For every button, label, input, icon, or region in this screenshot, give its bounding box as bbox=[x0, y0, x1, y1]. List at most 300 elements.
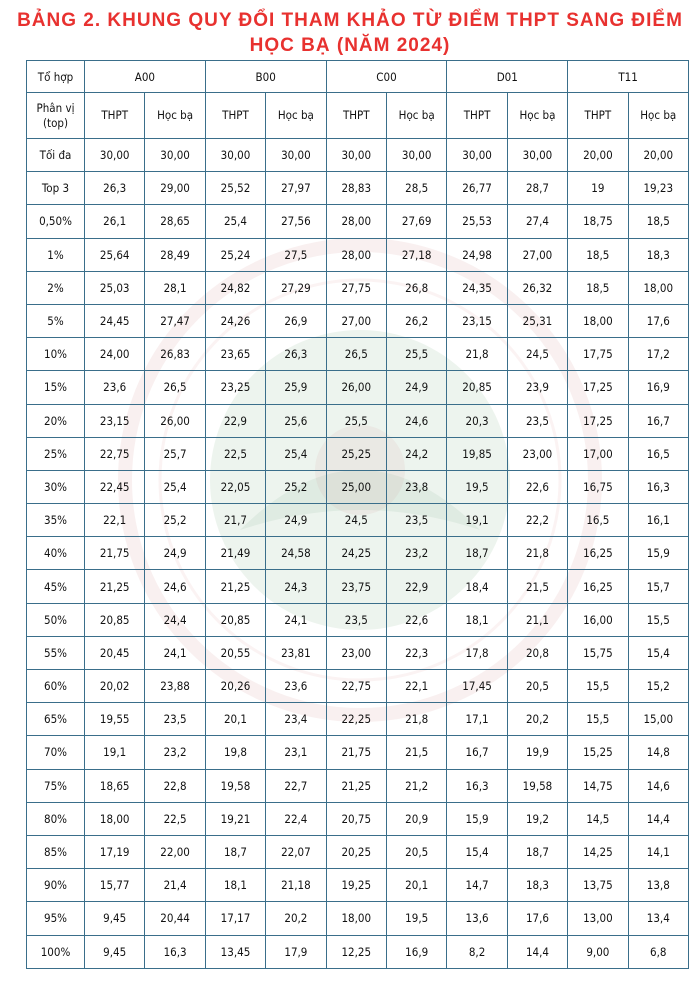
score-cell: 27,00 bbox=[326, 304, 386, 337]
percentile-label: 80% bbox=[27, 802, 85, 835]
score-cell: 20,8 bbox=[507, 636, 567, 669]
score-cell: 25,52 bbox=[205, 172, 265, 205]
score-cell: 16,3 bbox=[628, 470, 688, 503]
score-cell: 28,00 bbox=[326, 238, 386, 271]
score-cell: 20,85 bbox=[447, 371, 507, 404]
score-cell: 22,2 bbox=[507, 504, 567, 537]
score-cell: 21,8 bbox=[447, 338, 507, 371]
score-cell: 23,00 bbox=[326, 636, 386, 669]
score-cell: 25,4 bbox=[266, 437, 326, 470]
score-cell: 23,8 bbox=[386, 470, 446, 503]
score-cell: 25,4 bbox=[205, 205, 265, 238]
score-cell: 26,32 bbox=[507, 271, 567, 304]
score-cell: 18,4 bbox=[447, 570, 507, 603]
score-cell: 23,6 bbox=[266, 670, 326, 703]
score-cell: 30,00 bbox=[85, 139, 145, 172]
score-cell: 26,83 bbox=[145, 338, 205, 371]
score-cell: 20,75 bbox=[326, 802, 386, 835]
score-cell: 25,5 bbox=[326, 404, 386, 437]
page-title bbox=[0, 0, 700, 56]
group-header-c00: C00 bbox=[326, 61, 447, 93]
score-cell: 26,00 bbox=[326, 371, 386, 404]
score-cell: 23,2 bbox=[386, 537, 446, 570]
score-cell: 23,5 bbox=[326, 603, 386, 636]
percentile-label: 35% bbox=[27, 504, 85, 537]
score-cell: 9,45 bbox=[85, 935, 145, 968]
score-cell: 27,56 bbox=[266, 205, 326, 238]
score-cell: 26,77 bbox=[447, 172, 507, 205]
score-cell: 20,85 bbox=[85, 603, 145, 636]
score-cell: 24,6 bbox=[386, 404, 446, 437]
score-cell: 20,1 bbox=[386, 869, 446, 902]
score-cell: 21,18 bbox=[266, 869, 326, 902]
score-cell: 16,75 bbox=[568, 470, 628, 503]
score-cell: 16,9 bbox=[386, 935, 446, 968]
score-cell: 15,25 bbox=[568, 736, 628, 769]
score-cell: 26,00 bbox=[145, 404, 205, 437]
score-cell: 20,44 bbox=[145, 902, 205, 935]
sub-header-thpt: THPT bbox=[85, 93, 145, 139]
score-cell: 13,6 bbox=[447, 902, 507, 935]
score-cell: 20,25 bbox=[326, 835, 386, 868]
score-cell: 21,2 bbox=[386, 769, 446, 802]
score-cell: 24,98 bbox=[447, 238, 507, 271]
score-cell: 19,9 bbox=[507, 736, 567, 769]
score-cell: 26,3 bbox=[266, 338, 326, 371]
score-cell: 8,2 bbox=[447, 935, 507, 968]
score-cell: 19,1 bbox=[447, 504, 507, 537]
table-row bbox=[27, 835, 689, 868]
group-header-a00: A00 bbox=[85, 61, 206, 93]
score-cell: 24,3 bbox=[266, 570, 326, 603]
percentile-label: 40% bbox=[27, 537, 85, 570]
score-cell: 21,7 bbox=[205, 504, 265, 537]
score-cell: 14,6 bbox=[628, 769, 688, 802]
score-cell: 17,1 bbox=[447, 703, 507, 736]
score-cell: 6,8 bbox=[628, 935, 688, 968]
table-row bbox=[27, 802, 689, 835]
score-cell: 26,5 bbox=[326, 338, 386, 371]
score-cell: 28,83 bbox=[326, 172, 386, 205]
score-cell: 16,25 bbox=[568, 537, 628, 570]
score-cell: 13,75 bbox=[568, 869, 628, 902]
score-cell: 25,00 bbox=[326, 470, 386, 503]
score-cell: 28,1 bbox=[145, 271, 205, 304]
score-cell: 17,17 bbox=[205, 902, 265, 935]
score-cell: 22,07 bbox=[266, 835, 326, 868]
score-cell: 20,45 bbox=[85, 636, 145, 669]
score-cell: 18,00 bbox=[326, 902, 386, 935]
score-cell: 13,45 bbox=[205, 935, 265, 968]
score-cell: 25,2 bbox=[145, 504, 205, 537]
percentile-label: Top 3 bbox=[27, 172, 85, 205]
score-cell: 24,45 bbox=[85, 304, 145, 337]
score-cell: 20,5 bbox=[386, 835, 446, 868]
title-line-1: BẢNG 2. KHUNG QUY ĐỔI THAM KHẢO TỪ ĐIỂM THPT SANG ĐIỂM bbox=[17, 10, 683, 31]
score-cell: 26,3 bbox=[85, 172, 145, 205]
score-cell: 16,3 bbox=[145, 935, 205, 968]
score-cell: 17,6 bbox=[628, 304, 688, 337]
sub-header-thpt: THPT bbox=[205, 93, 265, 139]
percentile-label: 15% bbox=[27, 371, 85, 404]
table-row bbox=[27, 172, 689, 205]
score-cell: 29,00 bbox=[145, 172, 205, 205]
table-row bbox=[27, 205, 689, 238]
score-cell: 28,49 bbox=[145, 238, 205, 271]
score-cell: 17,2 bbox=[628, 338, 688, 371]
group-header-label: Tổ hợp bbox=[27, 61, 85, 93]
score-cell: 24,5 bbox=[507, 338, 567, 371]
table-row bbox=[27, 736, 689, 769]
score-cell: 27,5 bbox=[266, 238, 326, 271]
percentile-label: 30% bbox=[27, 470, 85, 503]
percentile-label: 10% bbox=[27, 338, 85, 371]
score-cell: 23,00 bbox=[507, 437, 567, 470]
score-cell: 23,88 bbox=[145, 670, 205, 703]
score-cell: 14,4 bbox=[507, 935, 567, 968]
score-cell: 30,00 bbox=[447, 139, 507, 172]
score-cell: 30,00 bbox=[205, 139, 265, 172]
sub-header-hoc-ba: Học bạ bbox=[628, 93, 688, 139]
score-cell: 17,8 bbox=[447, 636, 507, 669]
score-cell: 20,3 bbox=[447, 404, 507, 437]
score-cell: 17,45 bbox=[447, 670, 507, 703]
table-row bbox=[27, 869, 689, 902]
table-row bbox=[27, 703, 689, 736]
score-cell: 21,8 bbox=[386, 703, 446, 736]
percentile-label: 1% bbox=[27, 238, 85, 271]
score-cell: 24,2 bbox=[386, 437, 446, 470]
score-cell: 16,25 bbox=[568, 570, 628, 603]
table-row bbox=[27, 902, 689, 935]
score-cell: 24,1 bbox=[266, 603, 326, 636]
score-cell: 19,1 bbox=[85, 736, 145, 769]
score-cell: 22,75 bbox=[85, 437, 145, 470]
score-cell: 15,75 bbox=[568, 636, 628, 669]
score-cell: 22,4 bbox=[266, 802, 326, 835]
score-cell: 18,1 bbox=[447, 603, 507, 636]
score-cell: 19,8 bbox=[205, 736, 265, 769]
score-cell: 17,75 bbox=[568, 338, 628, 371]
score-cell: 24,4 bbox=[145, 603, 205, 636]
table-row bbox=[27, 769, 689, 802]
score-cell: 14,25 bbox=[568, 835, 628, 868]
score-cell: 30,00 bbox=[326, 139, 386, 172]
table-row bbox=[27, 371, 689, 404]
score-cell: 14,7 bbox=[447, 869, 507, 902]
score-cell: 24,25 bbox=[326, 537, 386, 570]
percentile-label: 2% bbox=[27, 271, 85, 304]
title-line-2: HỌC BẠ (NĂM 2024) bbox=[249, 35, 451, 56]
score-cell: 27,29 bbox=[266, 271, 326, 304]
score-cell: 16,5 bbox=[568, 504, 628, 537]
score-cell: 18,00 bbox=[628, 271, 688, 304]
sub-header-hoc-ba: Học bạ bbox=[145, 93, 205, 139]
score-cell: 15,7 bbox=[628, 570, 688, 603]
score-cell: 22,8 bbox=[145, 769, 205, 802]
score-cell: 22,00 bbox=[145, 835, 205, 868]
score-cell: 30,00 bbox=[507, 139, 567, 172]
sub-header-hoc-ba: Học bạ bbox=[386, 93, 446, 139]
score-cell: 16,9 bbox=[628, 371, 688, 404]
score-cell: 21,25 bbox=[85, 570, 145, 603]
score-cell: 28,7 bbox=[507, 172, 567, 205]
score-cell: 25,31 bbox=[507, 304, 567, 337]
score-cell: 18,5 bbox=[568, 271, 628, 304]
score-cell: 15,4 bbox=[447, 835, 507, 868]
score-cell: 24,26 bbox=[205, 304, 265, 337]
percentile-label: 90% bbox=[27, 869, 85, 902]
score-cell: 22,45 bbox=[85, 470, 145, 503]
score-cell: 24,6 bbox=[145, 570, 205, 603]
sub-header-row bbox=[27, 93, 689, 139]
percentile-label: 85% bbox=[27, 835, 85, 868]
sub-header-hoc-ba: Học bạ bbox=[507, 93, 567, 139]
score-cell: 18,1 bbox=[205, 869, 265, 902]
group-header-b00: B00 bbox=[205, 61, 326, 93]
group-header-t11: T11 bbox=[568, 61, 689, 93]
score-cell: 18,3 bbox=[507, 869, 567, 902]
score-cell: 22,9 bbox=[386, 570, 446, 603]
score-cell: 20,55 bbox=[205, 636, 265, 669]
score-cell: 17,25 bbox=[568, 404, 628, 437]
score-cell: 15,00 bbox=[628, 703, 688, 736]
score-cell: 15,4 bbox=[628, 636, 688, 669]
score-cell: 20,26 bbox=[205, 670, 265, 703]
score-cell: 22,6 bbox=[507, 470, 567, 503]
sub-header-thpt: THPT bbox=[447, 93, 507, 139]
score-cell: 24,58 bbox=[266, 537, 326, 570]
score-cell: 27,97 bbox=[266, 172, 326, 205]
percentile-label: 60% bbox=[27, 670, 85, 703]
percentile-label: Tối đa bbox=[27, 139, 85, 172]
score-cell: 17,00 bbox=[568, 437, 628, 470]
score-cell: 19,25 bbox=[326, 869, 386, 902]
score-cell: 23,5 bbox=[507, 404, 567, 437]
score-cell: 15,2 bbox=[628, 670, 688, 703]
score-cell: 24,1 bbox=[145, 636, 205, 669]
score-cell: 20,5 bbox=[507, 670, 567, 703]
score-cell: 25,9 bbox=[266, 371, 326, 404]
score-cell: 27,4 bbox=[507, 205, 567, 238]
score-cell: 18,7 bbox=[507, 835, 567, 868]
score-cell: 24,35 bbox=[447, 271, 507, 304]
score-cell: 20,2 bbox=[507, 703, 567, 736]
score-cell: 15,9 bbox=[628, 537, 688, 570]
score-cell: 25,7 bbox=[145, 437, 205, 470]
score-cell: 23,65 bbox=[205, 338, 265, 371]
percentile-label: 5% bbox=[27, 304, 85, 337]
score-cell: 30,00 bbox=[145, 139, 205, 172]
score-cell: 21,8 bbox=[507, 537, 567, 570]
score-cell: 24,9 bbox=[266, 504, 326, 537]
score-cell: 23,6 bbox=[85, 371, 145, 404]
score-cell: 14,75 bbox=[568, 769, 628, 802]
sub-header-hoc-ba: Học bạ bbox=[266, 93, 326, 139]
table-row bbox=[27, 404, 689, 437]
score-cell: 20,85 bbox=[205, 603, 265, 636]
score-cell: 18,7 bbox=[205, 835, 265, 868]
table-row bbox=[27, 603, 689, 636]
sub-header-thpt: THPT bbox=[326, 93, 386, 139]
score-cell: 23,75 bbox=[326, 570, 386, 603]
score-cell: 20,00 bbox=[628, 139, 688, 172]
score-cell: 15,5 bbox=[568, 670, 628, 703]
score-cell: 21,75 bbox=[85, 537, 145, 570]
score-cell: 14,8 bbox=[628, 736, 688, 769]
score-cell: 16,1 bbox=[628, 504, 688, 537]
percentile-label: 75% bbox=[27, 769, 85, 802]
score-cell: 20,1 bbox=[205, 703, 265, 736]
score-cell: 22,75 bbox=[326, 670, 386, 703]
score-cell: 16,00 bbox=[568, 603, 628, 636]
group-header-d01: D01 bbox=[447, 61, 568, 93]
conversion-table bbox=[26, 60, 689, 969]
score-cell: 15,5 bbox=[628, 603, 688, 636]
score-cell: 12,25 bbox=[326, 935, 386, 968]
score-cell: 22,1 bbox=[386, 670, 446, 703]
score-cell: 18,3 bbox=[628, 238, 688, 271]
score-cell: 27,69 bbox=[386, 205, 446, 238]
score-cell: 14,1 bbox=[628, 835, 688, 868]
score-cell: 21,5 bbox=[386, 736, 446, 769]
score-cell: 23,15 bbox=[85, 404, 145, 437]
score-cell: 13,8 bbox=[628, 869, 688, 902]
score-cell: 23,15 bbox=[447, 304, 507, 337]
score-cell: 25,6 bbox=[266, 404, 326, 437]
table-row bbox=[27, 304, 689, 337]
score-cell: 23,5 bbox=[386, 504, 446, 537]
group-header-row bbox=[27, 61, 689, 93]
score-cell: 18,5 bbox=[628, 205, 688, 238]
score-cell: 22,7 bbox=[266, 769, 326, 802]
score-cell: 17,25 bbox=[568, 371, 628, 404]
score-cell: 25,25 bbox=[326, 437, 386, 470]
score-cell: 27,00 bbox=[507, 238, 567, 271]
score-cell: 25,03 bbox=[85, 271, 145, 304]
table-row bbox=[27, 470, 689, 503]
score-cell: 13,4 bbox=[628, 902, 688, 935]
score-cell: 20,2 bbox=[266, 902, 326, 935]
table-row bbox=[27, 935, 689, 968]
score-cell: 23,1 bbox=[266, 736, 326, 769]
percentile-label: 95% bbox=[27, 902, 85, 935]
table-body bbox=[27, 139, 689, 969]
score-cell: 25,5 bbox=[386, 338, 446, 371]
score-cell: 26,2 bbox=[386, 304, 446, 337]
score-cell: 21,75 bbox=[326, 736, 386, 769]
percentile-label: 0,50% bbox=[27, 205, 85, 238]
score-cell: 24,82 bbox=[205, 271, 265, 304]
score-cell: 18,00 bbox=[568, 304, 628, 337]
score-cell: 28,5 bbox=[386, 172, 446, 205]
score-cell: 26,9 bbox=[266, 304, 326, 337]
score-cell: 24,9 bbox=[386, 371, 446, 404]
score-cell: 22,5 bbox=[145, 802, 205, 835]
score-cell: 19,21 bbox=[205, 802, 265, 835]
score-cell: 19,5 bbox=[386, 902, 446, 935]
percentile-label: 100% bbox=[27, 935, 85, 968]
score-cell: 21,5 bbox=[507, 570, 567, 603]
score-cell: 9,00 bbox=[568, 935, 628, 968]
percentile-label: 65% bbox=[27, 703, 85, 736]
score-cell: 18,65 bbox=[85, 769, 145, 802]
score-cell: 25,24 bbox=[205, 238, 265, 271]
score-cell: 22,1 bbox=[85, 504, 145, 537]
score-cell: 21,49 bbox=[205, 537, 265, 570]
score-cell: 22,3 bbox=[386, 636, 446, 669]
score-cell: 30,00 bbox=[386, 139, 446, 172]
percentile-label: 50% bbox=[27, 603, 85, 636]
score-cell: 16,7 bbox=[447, 736, 507, 769]
sub-header-thpt: THPT bbox=[568, 93, 628, 139]
score-cell: 13,00 bbox=[568, 902, 628, 935]
score-cell: 21,25 bbox=[205, 570, 265, 603]
score-cell: 21,1 bbox=[507, 603, 567, 636]
score-cell: 18,5 bbox=[568, 238, 628, 271]
score-cell: 26,8 bbox=[386, 271, 446, 304]
score-cell: 24,9 bbox=[145, 537, 205, 570]
table-row bbox=[27, 504, 689, 537]
score-cell: 18,00 bbox=[85, 802, 145, 835]
score-cell: 25,53 bbox=[447, 205, 507, 238]
score-cell: 19,58 bbox=[507, 769, 567, 802]
score-cell: 20,02 bbox=[85, 670, 145, 703]
score-cell: 20,9 bbox=[386, 802, 446, 835]
score-cell: 18,7 bbox=[447, 537, 507, 570]
table-row bbox=[27, 670, 689, 703]
table-row bbox=[27, 636, 689, 669]
score-cell: 27,18 bbox=[386, 238, 446, 271]
score-cell: 19,85 bbox=[447, 437, 507, 470]
percentile-label: 20% bbox=[27, 404, 85, 437]
score-cell: 22,05 bbox=[205, 470, 265, 503]
score-cell: 19,23 bbox=[628, 172, 688, 205]
percentile-label: 25% bbox=[27, 437, 85, 470]
score-cell: 23,5 bbox=[145, 703, 205, 736]
table-row bbox=[27, 139, 689, 172]
score-cell: 22,5 bbox=[205, 437, 265, 470]
score-cell: 25,2 bbox=[266, 470, 326, 503]
score-cell: 19,5 bbox=[447, 470, 507, 503]
score-cell: 17,6 bbox=[507, 902, 567, 935]
score-cell: 24,00 bbox=[85, 338, 145, 371]
table-row bbox=[27, 537, 689, 570]
table-row bbox=[27, 570, 689, 603]
score-cell: 22,9 bbox=[205, 404, 265, 437]
score-cell: 15,5 bbox=[568, 703, 628, 736]
score-cell: 19 bbox=[568, 172, 628, 205]
score-cell: 23,2 bbox=[145, 736, 205, 769]
percentile-header-label: Phân vị (top) bbox=[27, 93, 85, 139]
score-cell: 30,00 bbox=[266, 139, 326, 172]
score-cell: 17,9 bbox=[266, 935, 326, 968]
score-cell: 18,75 bbox=[568, 205, 628, 238]
score-cell: 25,64 bbox=[85, 238, 145, 271]
score-cell: 27,47 bbox=[145, 304, 205, 337]
score-cell: 23,81 bbox=[266, 636, 326, 669]
table-row bbox=[27, 238, 689, 271]
score-cell: 22,25 bbox=[326, 703, 386, 736]
score-cell: 26,1 bbox=[85, 205, 145, 238]
score-cell: 16,7 bbox=[628, 404, 688, 437]
score-cell: 16,3 bbox=[447, 769, 507, 802]
score-cell: 14,5 bbox=[568, 802, 628, 835]
percentile-label: 45% bbox=[27, 570, 85, 603]
score-cell: 27,75 bbox=[326, 271, 386, 304]
score-cell: 15,77 bbox=[85, 869, 145, 902]
score-cell: 19,2 bbox=[507, 802, 567, 835]
